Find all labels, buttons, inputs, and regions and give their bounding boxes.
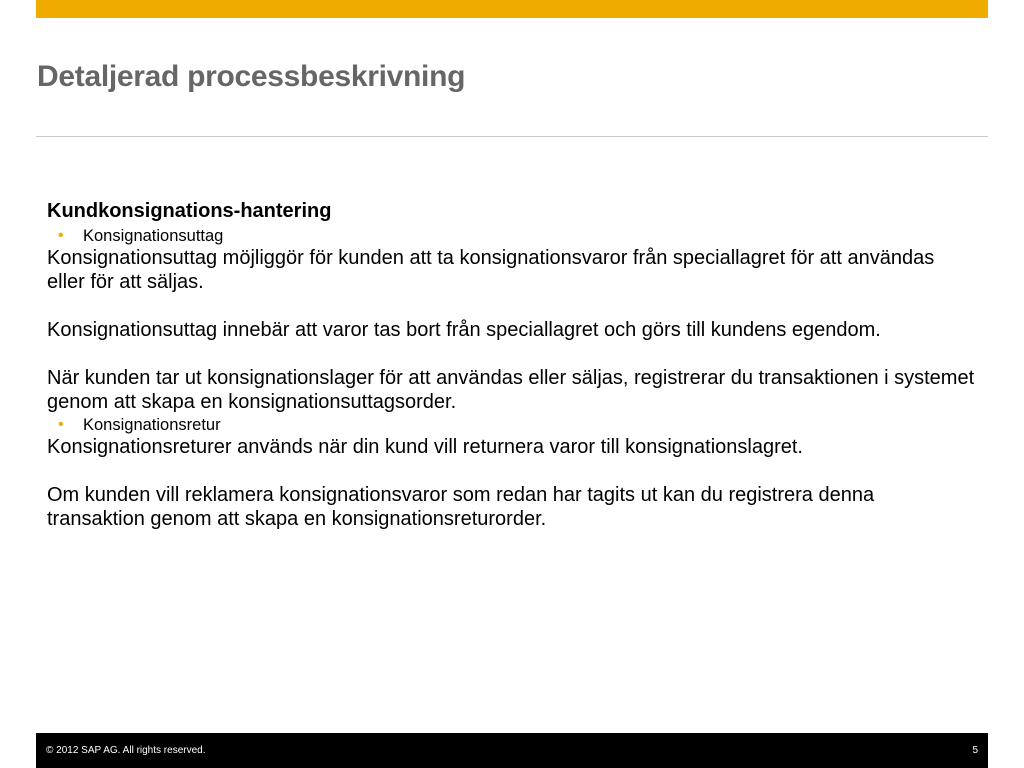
section-heading: Kundkonsignations-hantering bbox=[47, 200, 332, 222]
paragraph-spacer bbox=[47, 342, 977, 366]
bullet-item-konsignationsuttag bbox=[47, 226, 977, 246]
title-divider bbox=[36, 136, 988, 137]
page-number: 5 bbox=[972, 745, 978, 756]
bullet-item-konsignationsretur bbox=[47, 415, 977, 435]
paragraph-spacer bbox=[47, 459, 977, 483]
slide-content bbox=[47, 198, 977, 531]
body-paragraph: Konsignationsreturer används när din kund vill returnera varor till konsignationslagret. bbox=[47, 436, 803, 458]
top-accent-bar bbox=[36, 0, 988, 18]
body-paragraph: När kunden tar ut konsignationslager för att användas eller säljas, registrerar du transaktionen i systemet genom att skapa en konsignationsuttagsorder. bbox=[47, 367, 975, 413]
bullet-label: Konsignationsretur bbox=[83, 416, 221, 434]
copyright-text: © 2012 SAP AG. All rights reserved. bbox=[46, 745, 206, 756]
paragraph-spacer bbox=[47, 294, 977, 318]
body-paragraph: Konsignationsuttag möjliggör för kunden att ta konsignationsvaror från speciallagret för att användas eller för att säljas. bbox=[47, 247, 935, 293]
page-title: Detaljerad processbeskrivning bbox=[37, 60, 466, 93]
body-paragraph: Konsignationsuttag innebär att varor tas bort från speciallagret och görs till kundens egendom. bbox=[47, 319, 881, 341]
bullet-dot-icon: • bbox=[58, 227, 64, 244]
body-paragraph: Om kunden vill reklamera konsignationsvaror som redan har tagits ut kan du registrera denna transaktion genom att skapa en konsignationsreturorder. bbox=[47, 484, 875, 530]
bullet-dot-icon: • bbox=[58, 416, 64, 433]
bullet-label: Konsignationsuttag bbox=[83, 227, 224, 245]
footer-bar bbox=[36, 733, 988, 768]
